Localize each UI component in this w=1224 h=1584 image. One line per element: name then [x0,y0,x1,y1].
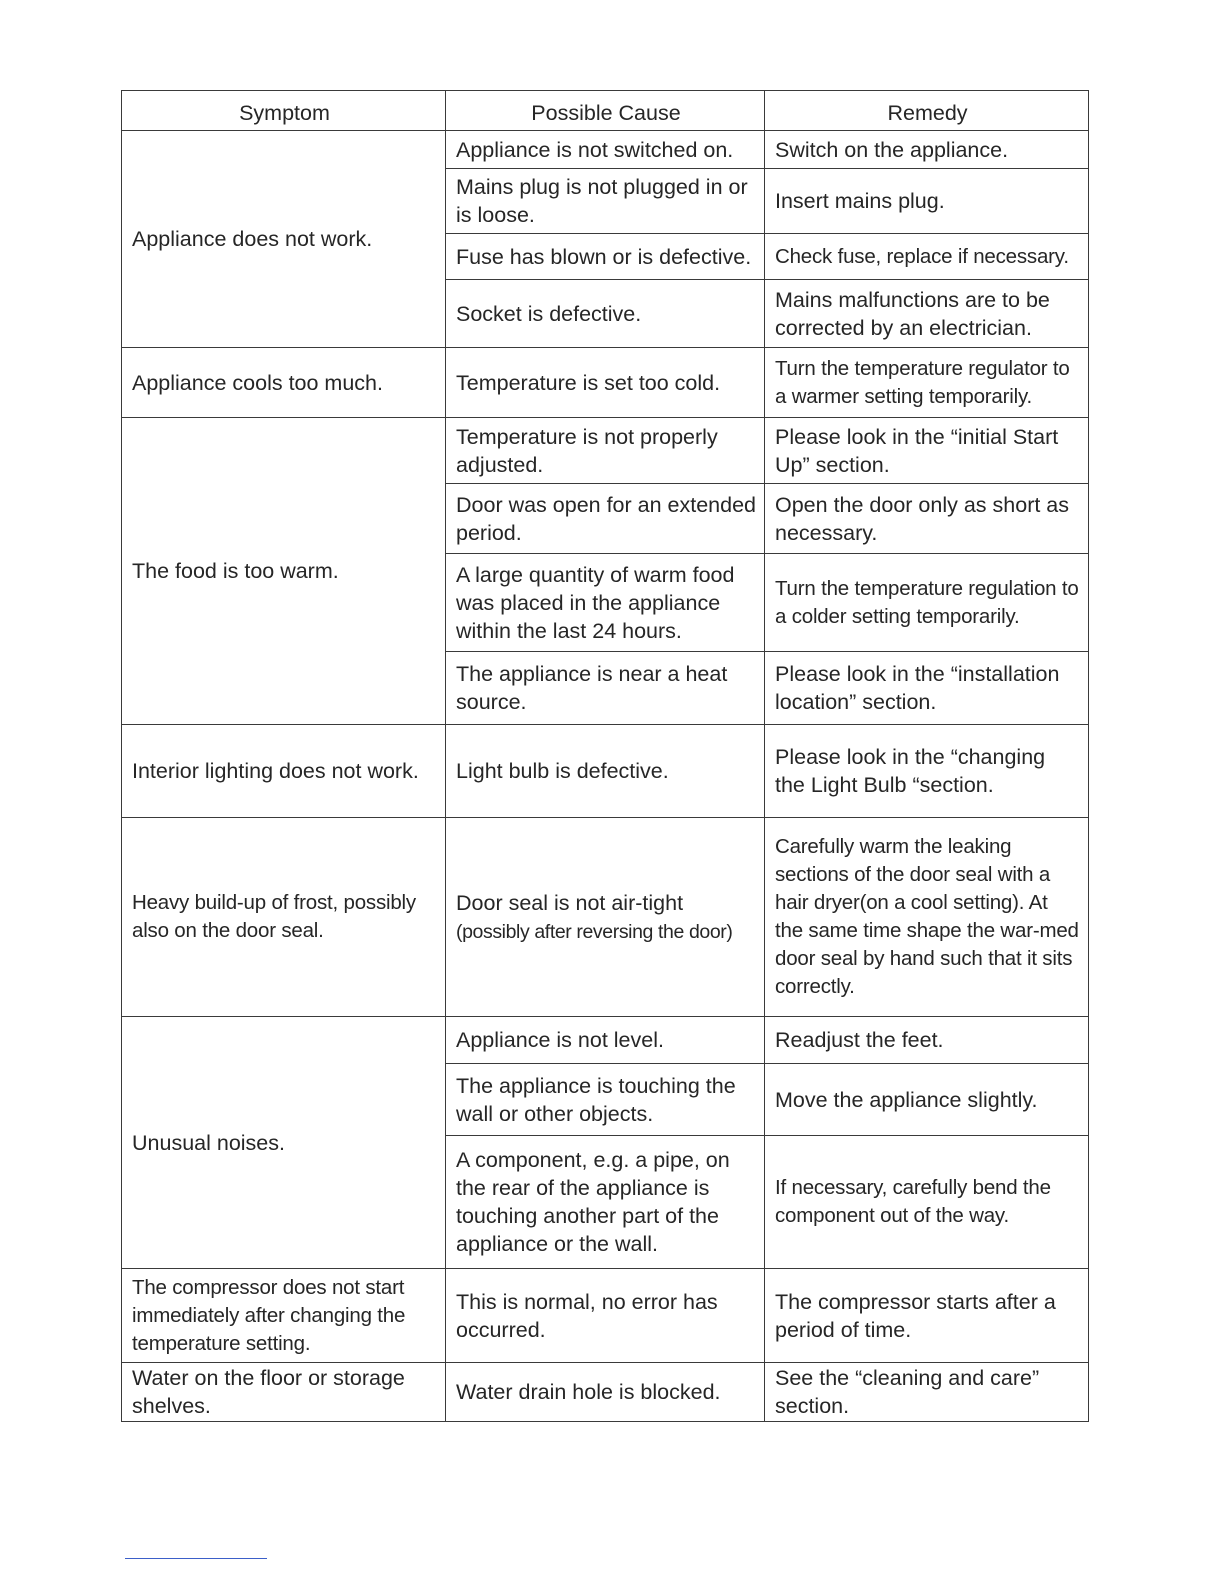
cause-cell: Door was open for an extended period. [446,484,765,554]
header-remedy: Remedy [765,91,1089,131]
remedy-cell: Please look in the “initial Start Up” section. [765,418,1089,484]
header-possible-cause: Possible Cause [446,91,765,131]
table-row [122,418,1089,484]
table-row [122,1017,1089,1064]
header-symptom: Symptom [122,91,446,131]
table-row [122,131,1089,169]
symptom-cell: The food is too warm. [122,418,446,725]
cause-text: Door seal is not air-tight [456,890,684,915]
cause-cell: Temperature is set too cold. [446,348,765,418]
remedy-cell: Insert mains plug. [765,169,1089,234]
symptom-cell: Water on the floor or storage shelves. [122,1363,446,1422]
cause-cell: Socket is defective. [446,280,765,348]
remedy-cell: Open the door only as short as necessary. [765,484,1089,554]
table-row [122,1269,1089,1363]
symptom-cell: The compressor does not start immediately after changing the temperature setting. [122,1269,446,1363]
cause-note: (possibly after reversing the door) [456,920,733,943]
cause-cell: Temperature is not properly adjusted. [446,418,765,484]
cause-cell: Water drain hole is blocked. [446,1363,765,1422]
footer-divider [125,1558,267,1559]
table-row [122,818,1089,1017]
cause-cell: The appliance is touching the wall or other objects. [446,1064,765,1136]
remedy-cell: Please look in the “changing the Light Bulb “section. [765,725,1089,818]
table-row [122,1363,1089,1422]
remedy-cell: Turn the temperature regulation to a colder setting temporarily. [765,554,1089,652]
cause-cell: The appliance is near a heat source. [446,652,765,725]
cause-cell: A large quantity of warm food was placed in the appliance within the last 24 hours. [446,554,765,652]
remedy-cell: Switch on the appliance. [765,131,1089,169]
remedy-cell: See the “cleaning and care” section. [765,1363,1089,1422]
table-row [122,348,1089,418]
table-header-row [122,91,1089,131]
remedy-cell: Turn the temperature regulator to a warmer setting temporarily. [765,348,1089,418]
remedy-cell: Readjust the feet. [765,1017,1089,1064]
troubleshooting-table [121,90,1089,1422]
remedy-cell: The compressor starts after a period of time. [765,1269,1089,1363]
cause-cell: Fuse has blown or is defective. [446,234,765,280]
table-row [122,725,1089,818]
symptom-cell: Interior lighting does not work. [122,725,446,818]
symptom-cell: Unusual noises. [122,1017,446,1269]
cause-cell: Appliance is not level. [446,1017,765,1064]
remedy-cell: If necessary, carefully bend the component out of the way. [765,1136,1089,1269]
remedy-cell: Check fuse, replace if necessary. [765,234,1089,280]
remedy-cell: Mains malfunctions are to be corrected by an electrician. [765,280,1089,348]
cause-cell: A component, e.g. a pipe, on the rear of the appliance is touching another part of the appliance or the wall. [446,1136,765,1269]
remedy-cell: Please look in the “installation location” section. [765,652,1089,725]
remedy-cell: Move the appliance slightly. [765,1064,1089,1136]
remedy-cell: Carefully warm the leaking sections of the door seal with a hair dryer(on a cool setting). At the same time shape the war-med door seal by hand such that it sits correctly. [765,818,1089,1017]
cause-cell: Mains plug is not plugged in or is loose. [446,169,765,234]
symptom-cell: Appliance does not work. [122,131,446,348]
cause-cell [446,818,765,1017]
cause-cell: Light bulb is defective. [446,725,765,818]
cause-cell: This is normal, no error has occurred. [446,1269,765,1363]
symptom-cell: Appliance cools too much. [122,348,446,418]
symptom-cell: Heavy build-up of frost, possibly also on the door seal. [122,818,446,1017]
cause-cell: Appliance is not switched on. [446,131,765,169]
